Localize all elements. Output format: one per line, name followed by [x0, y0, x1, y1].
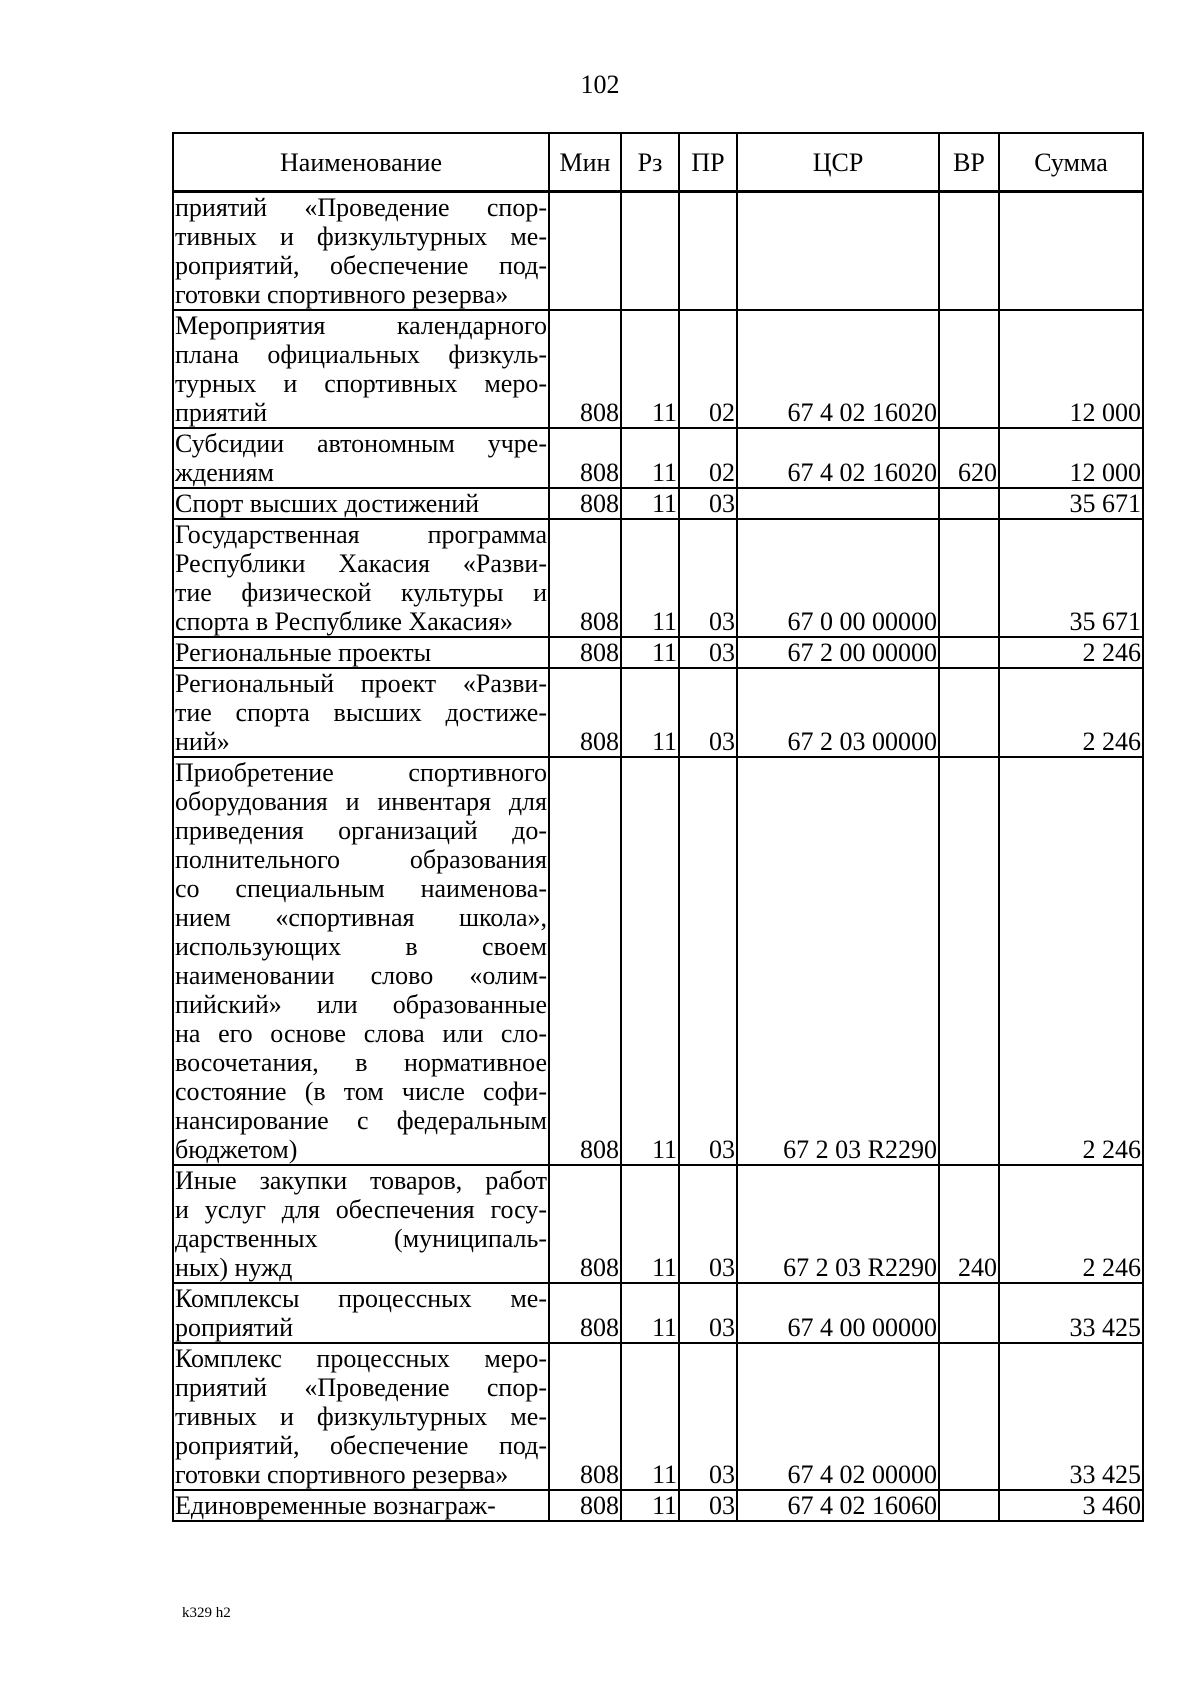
table-row	[173, 192, 1143, 311]
row-csr-cell: 67 4 02 16020	[737, 310, 939, 428]
row-vr-cell	[939, 1283, 999, 1343]
row-pr-cell: 03	[679, 1490, 737, 1521]
row-sum-cell: 2 246	[999, 757, 1143, 1165]
table-row	[173, 668, 1143, 757]
row-name-line: спорта в Республике Хакасия»	[175, 607, 514, 636]
header-vr: ВР	[939, 133, 999, 192]
row-name-line: оборудования и инвентаря для	[175, 787, 547, 816]
row-name-line: ждениям	[175, 458, 274, 487]
row-csr-cell: 67 2 03 R2290	[737, 757, 939, 1165]
row-vr-cell	[939, 192, 999, 311]
row-name-line: полнительного образования	[175, 845, 547, 874]
row-name-line: приятий	[175, 398, 267, 427]
header-name: Наименование	[173, 133, 549, 192]
row-pr-cell: 03	[679, 488, 737, 519]
row-name-line: Региональные проекты	[175, 638, 432, 667]
row-min-cell: 808	[549, 1343, 621, 1490]
row-vr-cell	[939, 757, 999, 1165]
row-name-line: со специальным наименова-	[175, 874, 547, 903]
table-row	[173, 519, 1143, 637]
row-name-line: Региональный проект «Разви-	[175, 669, 547, 698]
row-min-cell: 808	[549, 1165, 621, 1283]
row-name-line: пийский» или образованные	[175, 990, 547, 1019]
row-csr-cell	[737, 488, 939, 519]
row-sum-cell: 2 246	[999, 637, 1143, 668]
row-name-line: тивных и физкультурных ме-	[175, 1402, 547, 1431]
row-name-line: плана официальных физкуль-	[175, 340, 547, 369]
row-sum-cell: 2 246	[999, 668, 1143, 757]
row-name-line: приведения организаций до-	[175, 816, 547, 845]
row-vr-cell: 620	[939, 428, 999, 488]
row-min-cell: 808	[549, 488, 621, 519]
row-name-line: роприятий, обеспечение под-	[175, 251, 547, 280]
row-name-line: готовки спортивного резерва»	[175, 280, 509, 309]
row-name-line: приятий «Проведение спор-	[175, 1373, 547, 1402]
row-sum-cell: 35 671	[999, 519, 1143, 637]
row-vr-cell: 240	[939, 1165, 999, 1283]
row-rz-cell: 11	[621, 428, 679, 488]
row-min-cell: 808	[549, 757, 621, 1165]
row-csr-cell: 67 2 03 R2290	[737, 1165, 939, 1283]
row-name-cell	[173, 757, 549, 1165]
row-name-line: Комплекс процессных меро-	[175, 1344, 547, 1373]
row-name-cell	[173, 1283, 549, 1343]
row-csr-cell: 67 2 03 00000	[737, 668, 939, 757]
row-name-line: Мероприятия календарного	[175, 311, 547, 340]
row-name-line: восочетания, в нормативное	[175, 1048, 547, 1077]
row-min-cell: 808	[549, 519, 621, 637]
row-name-line: Государственная программа	[175, 520, 547, 549]
row-name-line: нием «спортивная школа»,	[175, 903, 547, 932]
table-header-row	[173, 133, 1143, 192]
table-row	[173, 637, 1143, 668]
table-row	[173, 310, 1143, 428]
row-name-line: приятий «Проведение спор-	[175, 193, 547, 222]
table-row	[173, 1490, 1143, 1521]
row-sum-cell	[999, 192, 1143, 311]
row-name-line: состояние (в том числе софи-	[175, 1077, 547, 1106]
row-name-line: дарственных (муниципаль-	[175, 1224, 547, 1253]
row-sum-cell: 12 000	[999, 310, 1143, 428]
row-name-line: Единовременные вознаграж-	[175, 1491, 496, 1520]
row-csr-cell: 67 4 00 00000	[737, 1283, 939, 1343]
row-sum-cell: 35 671	[999, 488, 1143, 519]
row-name-line: тие спорта высших достиже-	[175, 698, 547, 727]
row-min-cell: 808	[549, 310, 621, 428]
row-sum-cell: 33 425	[999, 1343, 1143, 1490]
row-pr-cell: 03	[679, 668, 737, 757]
row-name-line: бюджетом)	[175, 1135, 298, 1164]
row-pr-cell: 03	[679, 1343, 737, 1490]
row-rz-cell: 11	[621, 1165, 679, 1283]
row-vr-cell	[939, 519, 999, 637]
row-name-line: роприятий	[175, 1313, 293, 1342]
row-rz-cell: 11	[621, 1490, 679, 1521]
row-csr-cell: 67 2 00 00000	[737, 637, 939, 668]
row-pr-cell: 03	[679, 637, 737, 668]
row-sum-cell: 33 425	[999, 1283, 1143, 1343]
row-vr-cell	[939, 488, 999, 519]
row-name-line: готовки спортивного резерва»	[175, 1460, 509, 1489]
row-min-cell: 808	[549, 1490, 621, 1521]
row-rz-cell: 11	[621, 757, 679, 1165]
row-name-cell	[173, 519, 549, 637]
row-name-line: турных и спортивных меро-	[175, 369, 547, 398]
row-rz-cell: 11	[621, 488, 679, 519]
table-body	[173, 192, 1143, 1522]
row-name-line: тие физической культуры и	[175, 578, 547, 607]
footer-code: k329 h2	[182, 1605, 231, 1621]
row-pr-cell: 02	[679, 310, 737, 428]
row-rz-cell: 11	[621, 668, 679, 757]
row-name-cell	[173, 637, 549, 668]
row-name-line: использующих в своем	[175, 932, 547, 961]
budget-table	[172, 132, 1144, 1522]
table-row	[173, 428, 1143, 488]
table-row	[173, 488, 1143, 519]
row-name-cell	[173, 1165, 549, 1283]
row-name-cell	[173, 192, 549, 311]
row-rz-cell	[621, 192, 679, 311]
row-name-line: нансирование с федеральным	[175, 1106, 547, 1135]
header-min: Мин	[549, 133, 621, 192]
row-min-cell: 808	[549, 668, 621, 757]
header-csr: ЦСР	[737, 133, 939, 192]
row-name-cell	[173, 310, 549, 428]
row-csr-cell	[737, 192, 939, 311]
row-sum-cell: 3 460	[999, 1490, 1143, 1521]
row-sum-cell: 2 246	[999, 1165, 1143, 1283]
row-name-line: и услуг для обеспечения госу-	[175, 1195, 547, 1224]
row-pr-cell: 03	[679, 519, 737, 637]
row-name-line: роприятий, обеспечение под-	[175, 1431, 547, 1460]
row-pr-cell	[679, 192, 737, 311]
row-pr-cell: 03	[679, 1165, 737, 1283]
table-row	[173, 1283, 1143, 1343]
row-name-line: Комплексы процессных ме-	[175, 1284, 547, 1313]
row-name-line: Спорт высших достижений	[175, 489, 480, 518]
page-number: 102	[580, 70, 620, 99]
row-name-line: ных) нужд	[175, 1253, 293, 1282]
row-name-line: Иные закупки товаров, работ	[175, 1166, 547, 1195]
row-min-cell: 808	[549, 637, 621, 668]
table-row	[173, 1343, 1143, 1490]
row-name-line: Приобретение спортивного	[175, 758, 547, 787]
row-pr-cell: 02	[679, 428, 737, 488]
row-vr-cell	[939, 668, 999, 757]
row-rz-cell: 11	[621, 310, 679, 428]
row-min-cell: 808	[549, 1283, 621, 1343]
table-row	[173, 1165, 1143, 1283]
row-csr-cell: 67 4 02 16020	[737, 428, 939, 488]
row-name-cell	[173, 428, 549, 488]
row-pr-cell: 03	[679, 1283, 737, 1343]
row-sum-cell: 12 000	[999, 428, 1143, 488]
row-rz-cell: 11	[621, 1343, 679, 1490]
row-name-line: ний»	[175, 727, 230, 756]
row-csr-cell: 67 4 02 00000	[737, 1343, 939, 1490]
row-rz-cell: 11	[621, 1283, 679, 1343]
header-pr: ПР	[679, 133, 737, 192]
row-vr-cell	[939, 637, 999, 668]
row-min-cell	[549, 192, 621, 311]
header-rz: Рз	[621, 133, 679, 192]
row-csr-cell: 67 0 00 00000	[737, 519, 939, 637]
row-pr-cell: 03	[679, 757, 737, 1165]
row-csr-cell: 67 4 02 16060	[737, 1490, 939, 1521]
row-name-line: тивных и физкультурных ме-	[175, 222, 547, 251]
table-row	[173, 757, 1143, 1165]
header-sum: Сумма	[999, 133, 1143, 192]
row-rz-cell: 11	[621, 519, 679, 637]
row-name-line: Субсидии автономным учре-	[175, 429, 547, 458]
row-name-cell	[173, 1490, 549, 1521]
row-rz-cell: 11	[621, 637, 679, 668]
row-vr-cell	[939, 310, 999, 428]
row-vr-cell	[939, 1490, 999, 1521]
row-vr-cell	[939, 1343, 999, 1490]
row-name-cell	[173, 488, 549, 519]
row-name-cell	[173, 1343, 549, 1490]
row-min-cell: 808	[549, 428, 621, 488]
row-name-line: наименовании слово «олим-	[175, 961, 547, 990]
row-name-cell	[173, 668, 549, 757]
row-name-line: на его основе слова или сло-	[175, 1019, 547, 1048]
row-name-line: Республики Хакасия «Разви-	[175, 549, 547, 578]
